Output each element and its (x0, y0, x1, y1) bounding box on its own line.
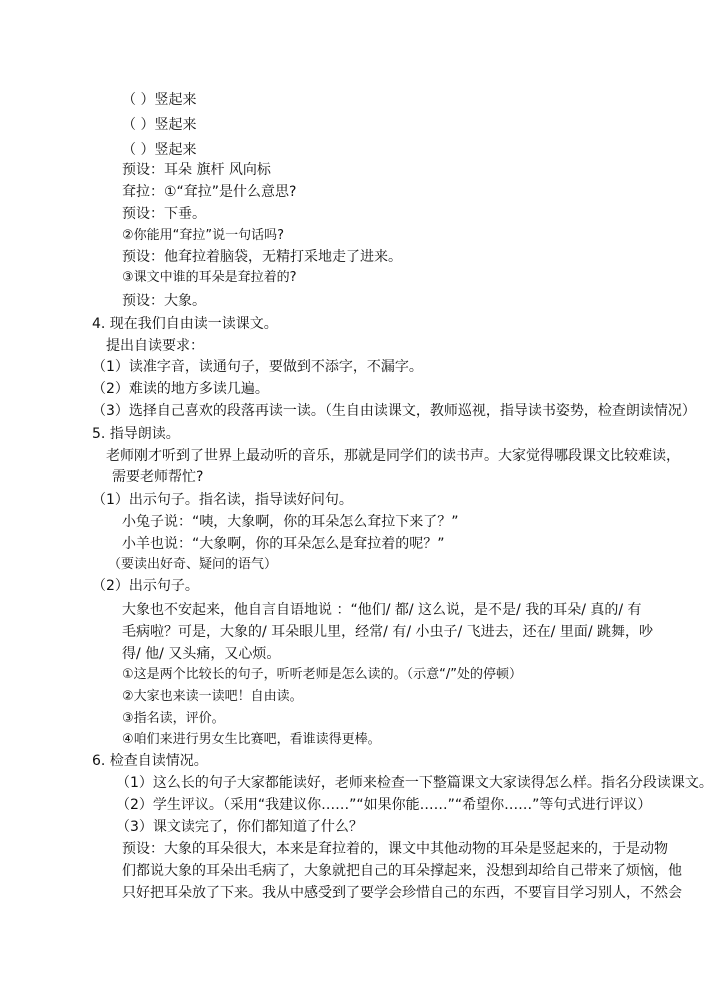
blank-item-1: （ ）竖起来 (122, 92, 197, 108)
preset-line: 预设：他耷拉着脑袋，无精打采地走了进来。 (122, 249, 402, 265)
requirement-item: （2）难读的地方多读几遍。 (92, 381, 269, 397)
instruction-line: ③指名读，评价。 (122, 711, 225, 726)
question-line: ②你能用“耷拉”说一句话吗? (122, 228, 285, 243)
sub-step: （2）出示句子。 (92, 578, 199, 594)
question-line: ③课文中谁的耳朵是耷拉着的? (122, 270, 297, 285)
blank-item-3: （ ）竖起来 (122, 142, 197, 158)
paragraph-line: 老师刚才听到了世界上最动听的音乐，那就是同学们的读书声。大家觉得哪段课文比较难读， (106, 448, 680, 464)
instruction-line: ①这是两个比较长的句子，听听老师是怎么读的。（示意“/”处的停顿） (122, 667, 523, 682)
requirement-heading: 提出自读要求： (106, 338, 204, 354)
sub-step: （1）出示句子。指名读，指导读好问句。 (92, 492, 353, 508)
preset-line: 预设：下垂。 (122, 206, 206, 222)
section-heading-5: 5. 指导朗读。 (92, 426, 180, 442)
preset-paragraph-line: 们都说大象的耳朵出毛病了，大象就把自己的耳朵撑起来，没想到却给自己带来了烦恼，他 (122, 863, 682, 879)
quote-line: 小羊也说：“大象啊，你的耳朵怎么是耷拉着的呢？” (122, 536, 445, 552)
sub-step: （2）学生评议。（采用“我建议你……”“如果你能……”“希望你……”等句式进行评议） (116, 797, 652, 813)
blank-item-2: （ ）竖起来 (122, 117, 197, 133)
preset-paragraph-line: 只好把耳朵放了下来。我从中感受到了要学会珍惜自己的东西，不要盲目学习别人，不然会 (122, 885, 682, 901)
sub-step: （1）这么长的句子大家都能读好，老师来检查一下整篇课文大家读得怎么样。指名分段读课文。 (116, 775, 713, 791)
quote-line: 大象也不安起来，他自言自语地说 ：“他们/ 都/ 这么说，是不是/ 我的耳朵/ 真的/ 有 (122, 602, 642, 618)
instruction-line: ④咱们来进行男女生比赛吧，看谁读得更棒。 (122, 732, 381, 747)
quote-line: 小兔子说：“咦，大象啊，你的耳朵怎么耷拉下来了？” (122, 514, 459, 530)
paragraph-line: 需要老师帮忙? (112, 469, 204, 485)
note-line: （要读出好奇、疑问的语气） (108, 557, 278, 572)
instruction-line: ②大家也来读一读吧！自由读。 (122, 689, 303, 704)
requirement-item: （1）读准字音，读通句子，要做到不添字，不漏字。 (92, 359, 423, 375)
sub-step: （3）课文读完了，你们都知道了什么？ (116, 819, 363, 835)
quote-line: 得/ 他/ 又头痛，又心烦。 (122, 646, 281, 662)
section-heading-4: 4. 现在我们自由读一读课文。 (92, 316, 278, 332)
preset-line: 预设：大象。 (122, 293, 206, 309)
question-line: 耷拉：①“耷拉”是什么意思? (122, 184, 297, 200)
quote-line: 毛病啦？可是，大象的/ 耳朵眼儿里，经常/ 有/ 小虫子/ 飞进去，还在/ 里面/ 跳舞，吵 (122, 624, 653, 640)
requirement-item: （3）选择自己喜欢的段落再读一读。（生自由读课文，教师巡视，指导读书姿势，检查朗读情况） (92, 403, 696, 419)
preset-paragraph-line: 预设：大象的耳朵很大，本来是耷拉着的，课文中其他动物的耳朵是竖起来的，于是动物 (122, 841, 668, 857)
section-heading-6: 6. 检查自读情况。 (92, 753, 208, 769)
preset-line: 预设：耳朵 旗杆 风向标 (122, 162, 271, 178)
